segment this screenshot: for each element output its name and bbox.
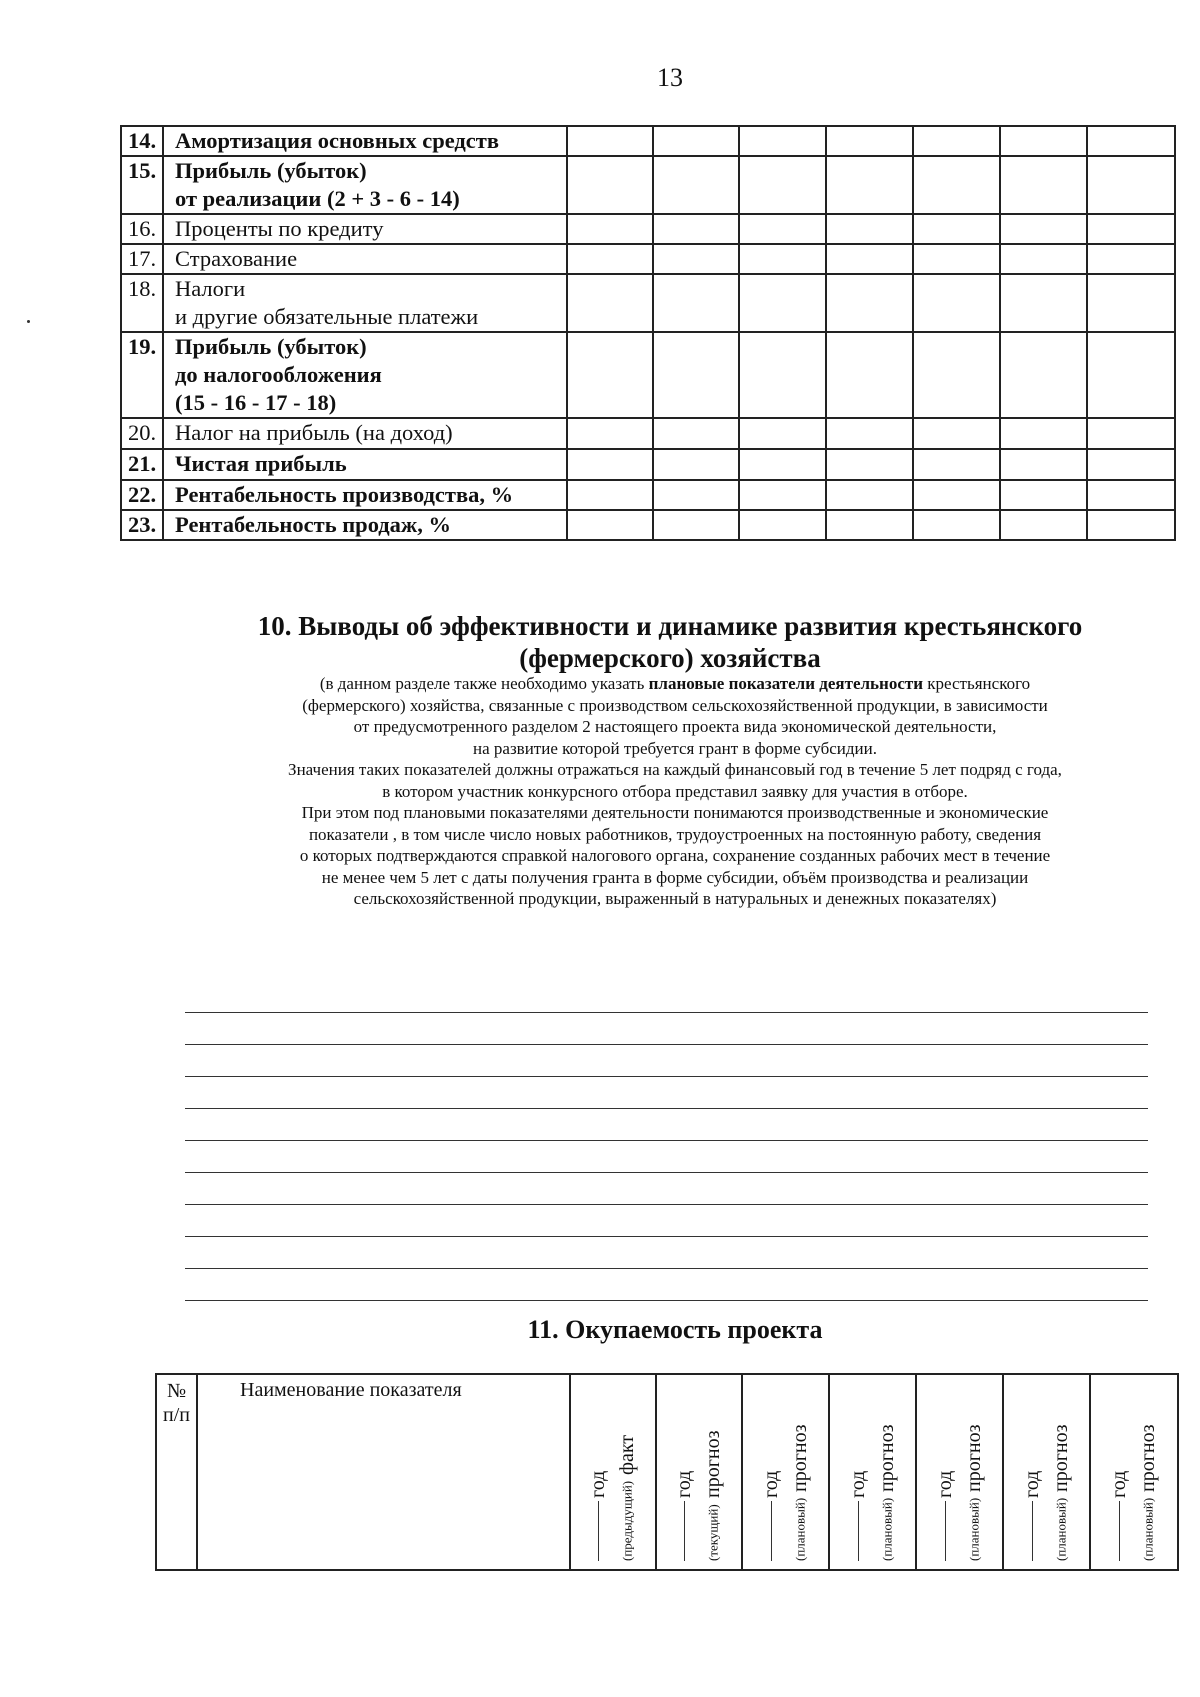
year-label: год [933,1470,956,1498]
table-row [121,244,1175,274]
row-number: 17. [121,244,163,274]
row-label-line: Рентабельность продаж, % [175,512,451,537]
value-cell[interactable] [653,449,739,480]
table-row [121,126,1175,156]
value-type-label: прогноз [788,1424,811,1492]
value-cell[interactable] [913,480,1000,510]
row-number: 18. [121,274,163,332]
value-cell[interactable] [1000,510,1087,540]
instruction-line: о которых подтверждаются справкой налогового органа, сохранение созданных рабочих мест в течение [299,846,1051,865]
row-label [163,449,567,480]
row-label-line: Прибыль (убыток) [175,334,367,359]
row-number: 19. [121,332,163,418]
year-column-header [656,1374,742,1570]
value-cell[interactable] [739,480,826,510]
financial-results-table [120,125,1176,541]
year-column-header [570,1374,656,1570]
row-label-line: Страхование [175,246,298,271]
value-type-label: факт [616,1434,638,1475]
row-number: 22. [121,480,163,510]
answer-line[interactable] [185,1109,1148,1141]
year-column-header [742,1374,829,1570]
value-cell[interactable] [913,156,1000,214]
value-cell[interactable] [826,332,913,418]
value-type-label: прогноз [875,1424,898,1492]
row-label [163,156,567,214]
row-label [163,244,567,274]
table-row [121,274,1175,332]
row-number: 20. [121,418,163,449]
value-cell[interactable] [826,214,913,244]
row-label-line: от реализации (2 + 3 - 6 - 14) [175,186,460,211]
instruction-line [175,673,1175,695]
value-cell[interactable] [1087,332,1175,418]
table-row [121,214,1175,244]
value-cell[interactable] [913,274,1000,332]
value-cell[interactable] [913,510,1000,540]
page-number: 13 [657,63,683,92]
row-label-line: и другие обязательные платежи [175,304,479,329]
value-cell[interactable] [1000,126,1087,156]
section-10-title-line-1: 10. Выводы об эффективности и динамике развития крестьянского [257,611,1083,641]
value-cell[interactable] [1000,274,1087,332]
value-cell[interactable] [653,480,739,510]
instruction-bold-text: плановые показатели деятельности [648,674,924,693]
row-label-line: Амортизация основных средств [175,128,499,153]
value-cell[interactable] [1087,126,1175,156]
value-cell[interactable] [653,214,739,244]
instruction-line: Значения таких показателей должны отражаться на каждый финансовый год в течение 5 лет подряд с года, [288,760,1062,779]
row-label [163,332,567,418]
value-cell[interactable] [653,332,739,418]
value-cell[interactable] [567,332,653,418]
value-cell[interactable] [567,244,653,274]
table-row [121,332,1175,418]
value-cell[interactable] [567,274,653,332]
value-cell[interactable] [826,510,913,540]
section-10-title-line-2: (фермерского) хозяйства [519,643,821,673]
value-cell[interactable] [653,244,739,274]
value-cell[interactable] [1000,418,1087,449]
row-label-line: Рентабельность производства, % [175,482,514,507]
value-cell[interactable] [826,418,913,449]
row-number: 15. [121,156,163,214]
value-cell[interactable] [1087,156,1175,214]
year-column-header [1003,1374,1090,1570]
section-10-title [160,610,1180,674]
year-label: год [846,1470,869,1498]
answer-line[interactable] [185,1077,1148,1109]
value-cell[interactable] [739,274,826,332]
answer-line[interactable] [185,1141,1148,1173]
value-cell[interactable] [739,156,826,214]
value-cell[interactable] [653,274,739,332]
value-cell[interactable] [826,126,913,156]
value-cell[interactable] [1000,480,1087,510]
value-cell[interactable] [567,214,653,244]
header-text: п/п [163,1404,190,1426]
row-label [163,510,567,540]
instruction-line: от предусмотренного разделом 2 настоящего проекта вида экономической деятельности, [353,717,997,736]
value-cell[interactable] [653,510,739,540]
value-cell[interactable] [653,156,739,214]
instruction-line: показатели , в том числе число новых работников, трудоустроенных на постоянную работу, сведения [308,824,1042,844]
instruction-line: При этом под плановыми показателями деятельности понимаются производственные и экономические [301,803,1049,822]
column-number-header [156,1374,197,1570]
value-cell[interactable] [567,480,653,510]
year-type-label: (предыдущий) [619,1480,635,1561]
value-cell[interactable] [1087,449,1175,480]
value-type-label: прогноз [702,1430,724,1499]
value-cell[interactable] [739,214,826,244]
year-label: год [1020,1470,1043,1498]
year-type-label: (плановый) [1140,1497,1156,1561]
instruction-line: сельскохозяйственной продукции, выраженный в натуральных и денежных показателях) [353,889,997,908]
table-row [121,510,1175,540]
instruction-line: в котором участник конкурсного отбора представил заявку для участия в отборе. [382,781,968,801]
row-number: 23. [121,510,163,540]
header-text: № [166,1380,187,1402]
table-row [121,418,1175,449]
year-blank-line [771,1501,772,1561]
table-row [121,480,1175,510]
row-number: 16. [121,214,163,244]
row-label-line: (15 - 16 - 17 - 18) [175,390,337,415]
answer-line[interactable] [185,1205,1148,1237]
value-cell[interactable] [826,244,913,274]
row-number: 21. [121,449,163,480]
value-cell[interactable] [1087,214,1175,244]
column-name-header: Наименование показателя [197,1374,570,1570]
instruction-text: (в данном разделе также необходимо указать [319,674,649,693]
value-cell[interactable] [1087,480,1175,510]
row-label-line: до налогообложения [175,362,382,387]
year-type-label: (плановый) [966,1497,981,1561]
section-11-title: 11. Окупаемость проекта [527,1315,823,1344]
row-label [163,418,567,449]
scan-speck [27,320,30,323]
year-blank-line [945,1501,946,1561]
year-label: год [1108,1470,1130,1498]
row-label [163,274,567,332]
value-cell[interactable] [739,510,826,540]
year-blank-line [1119,1501,1120,1561]
value-cell[interactable] [1000,244,1087,274]
instruction-line: на развитие которой требуется грант в форме субсидии. [473,738,877,758]
row-label-line: Проценты по кредиту [175,216,384,241]
answer-line[interactable] [185,1237,1148,1269]
row-label [163,126,567,156]
value-cell[interactable] [826,480,913,510]
value-cell[interactable] [567,418,653,449]
value-cell[interactable] [567,449,653,480]
value-cell[interactable] [739,418,826,449]
value-cell[interactable] [1000,332,1087,418]
value-cell[interactable] [826,156,913,214]
value-cell[interactable] [1000,449,1087,480]
section-10-instructions [175,673,1175,910]
year-type-label: (плановый) [879,1497,894,1561]
instruction-line: (фермерского) хозяйства, связанные с производством сельскохозяйственной продукции, в зависимости [302,695,1048,715]
year-label: год [673,1470,695,1498]
value-cell[interactable] [913,126,1000,156]
value-cell[interactable] [913,449,1000,480]
year-column-header [829,1374,916,1570]
table-row [121,156,1175,214]
answer-lines [185,981,1148,1301]
value-cell[interactable] [1087,510,1175,540]
row-label [163,480,567,510]
value-cell[interactable] [739,449,826,480]
value-type-label: прогноз [1137,1424,1159,1492]
value-cell[interactable] [826,449,913,480]
instruction-line: не менее чем 5 лет с даты получения гранта в форме субсидии, объём производства и реализации [321,867,1029,887]
year-blank-line [1032,1501,1033,1561]
value-cell[interactable] [739,332,826,418]
value-cell[interactable] [567,126,653,156]
answer-line[interactable] [185,1173,1148,1205]
value-cell[interactable] [739,244,826,274]
value-cell[interactable] [567,510,653,540]
year-type-label: (плановый) [792,1497,807,1561]
row-label-line: Налог на прибыль (на доход) [175,420,453,445]
value-cell[interactable] [1087,244,1175,274]
year-label: год [587,1470,609,1498]
value-cell[interactable] [1087,418,1175,449]
year-column-header [916,1374,1003,1570]
value-cell[interactable] [653,418,739,449]
value-cell[interactable] [826,274,913,332]
year-label: год [759,1470,782,1498]
instruction-text: крестьянского [923,674,1031,693]
year-type-label: (текущий) [705,1504,721,1561]
row-label-line: Прибыль (убыток) [175,158,367,183]
year-blank-line [858,1501,859,1561]
row-label-line: Чистая прибыль [175,451,347,476]
value-cell[interactable] [567,156,653,214]
value-cell[interactable] [1087,274,1175,332]
value-type-label: прогноз [962,1424,985,1492]
answer-line[interactable] [185,1013,1148,1045]
year-blank-line [684,1501,685,1561]
table-row [121,449,1175,480]
year-column-header [1090,1374,1178,1570]
value-cell[interactable] [913,418,1000,449]
value-cell[interactable] [913,244,1000,274]
answer-line[interactable] [185,1045,1148,1077]
value-cell[interactable] [913,214,1000,244]
year-type-label: (плановый) [1053,1497,1068,1561]
value-cell[interactable] [1000,214,1087,244]
value-type-label: прогноз [1049,1424,1072,1492]
value-cell[interactable] [739,126,826,156]
answer-line[interactable] [185,981,1148,1013]
row-label-line: Налоги [175,276,246,301]
answer-line[interactable] [185,1269,1148,1301]
value-cell[interactable] [653,126,739,156]
row-label [163,214,567,244]
year-blank-line [598,1501,599,1561]
value-cell[interactable] [1000,156,1087,214]
value-cell[interactable] [913,332,1000,418]
row-number: 14. [121,126,163,156]
payback-table [155,1373,1179,1571]
